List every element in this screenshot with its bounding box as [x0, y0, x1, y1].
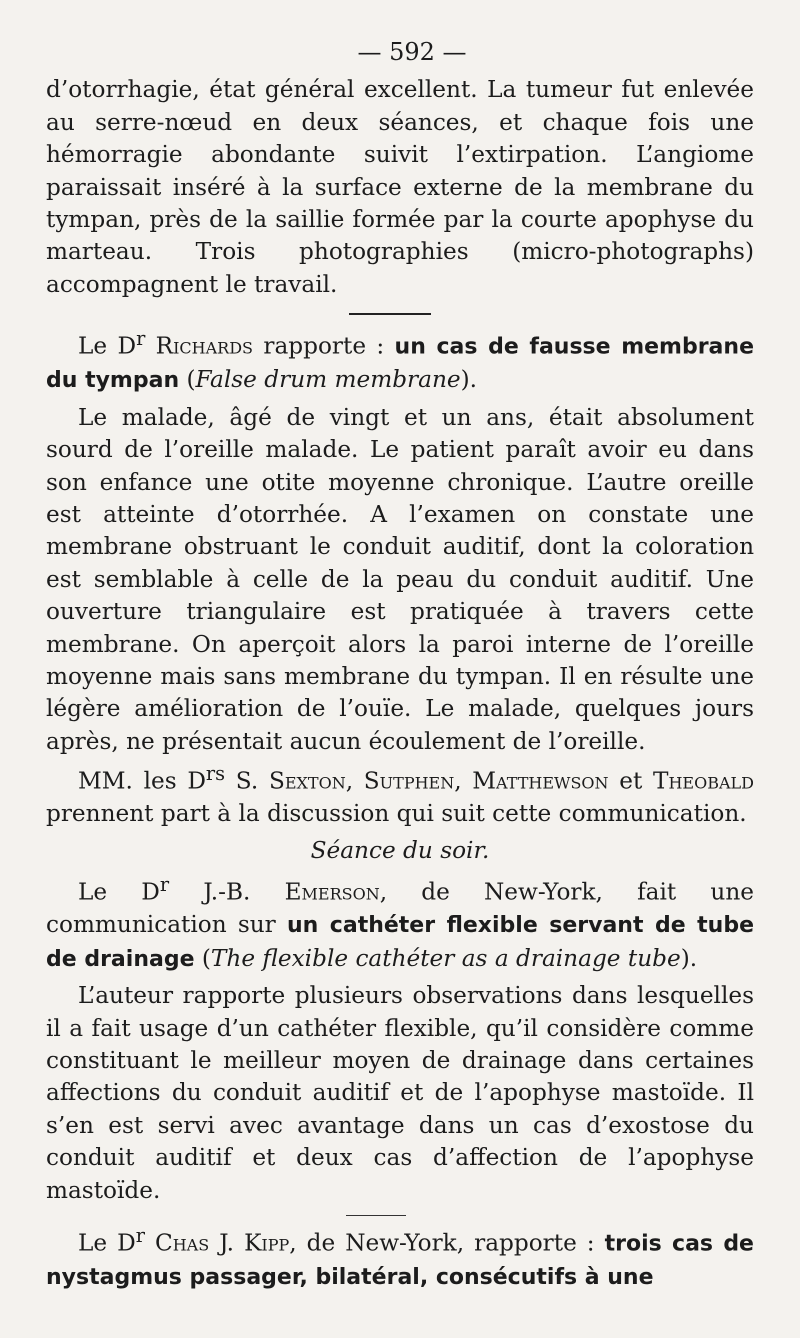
short-separator: [346, 1215, 406, 1216]
paragraph-emerson: [46, 869, 754, 976]
emerson-title: un cathéter flexible servant de tube de drainage: [46, 913, 754, 972]
emerson-mid: , de New-York, fait une communication sur: [46, 878, 754, 939]
paragraph-malade: Le malade, âgé de vingt et un ans, était absolument sourd de l’oreille malade. Le patient paraît avoir eu dans son enfance une otite moyenne chronique. L’autre oreille est atteinte d’otorrhée. A l’examen on constate une membrane obstruant le conduit auditif, dont la coloration est semblable à celle de la peau du conduit auditif. Une ouverture triangulaire est pratiquée à travers cette membrane. On aperçoit alors la paroi interne de l’oreille moyenne mais sans membrane du tympan. Il en résulte une légère amélioration de l’ouïe. Le malade, quelques jours après, ne présentait aucun écoulement de l’oreille.: [46, 403, 754, 755]
emerson-name: J.-B. Emerson: [169, 878, 380, 906]
richards-title-en: False drum membrane: [195, 366, 461, 394]
paragraph-kipp: [46, 1220, 754, 1295]
richards-paren-close: ).: [460, 366, 478, 394]
richards-prefix: Le D: [78, 332, 137, 360]
richards-title: un cas de fausse membrane du tympan: [46, 334, 754, 394]
emerson-paren-close: ).: [680, 944, 698, 972]
section-separator: [349, 313, 431, 315]
emerson-prefix: Le D: [78, 878, 160, 906]
paragraph-discussion: [46, 758, 754, 831]
kipp-prefix: Le D: [78, 1229, 136, 1257]
emerson-paren-open: (: [194, 944, 211, 972]
richards-paren-open: (: [179, 366, 196, 394]
kipp-mid: , de New-York, rapporte :: [289, 1229, 605, 1257]
discussion-sup: rs: [205, 762, 226, 786]
richards-sup: r: [136, 327, 146, 351]
paragraph-richards: [46, 323, 754, 398]
paragraph-auteur: L’auteur rapporte plusieurs observations dans lesquelles il a fait usage d’un cathéter flexible, qu’il considère comme constituant le meilleur moyen de drainage dans certaines affections du conduit auditif et de l’apophyse mastoïde. Il s’en est servi avec avantage dans un cas d’exostose du conduit auditif et deux cas d’affection de l’apophyse mastoïde.: [46, 982, 754, 1204]
richards-mid: rapporte :: [253, 332, 395, 360]
emerson-sup: r: [159, 873, 170, 897]
kipp-name: Chas J. Kipp: [144, 1229, 290, 1257]
emerson-title-en: The flexible cathéter as a drainage tube: [210, 944, 681, 972]
discussion-names2: Theobald: [653, 768, 754, 795]
discussion-et: et: [608, 768, 654, 795]
discussion-rest: prennent part à la discussion qui suit cette communication.: [46, 800, 747, 828]
paragraph-angiome: d’otorrhagie, état général excellent. La tumeur fut enlevée au serre-nœud en deux séances, et chaque fois une hémorragie abondante suivit l’extirpation. L’angiome paraissait inséré à la surface externe de la membrane du tympan, près de la saillie formée par la courte apophyse du marteau. Trois photographies (micro-photographs) accompagnent le travail.: [46, 76, 754, 298]
kipp-title: trois cas de nystagmus passager, bilatéral, consécutifs à une: [46, 1231, 754, 1291]
kipp-sup: r: [135, 1224, 145, 1248]
page-number: — 592 —: [357, 38, 467, 66]
discussion-names1: S. Sexton, Sutphen, Matthewson: [225, 768, 609, 795]
seance-heading: Séance du soir.: [310, 836, 490, 864]
richards-name: Richards: [155, 332, 254, 360]
discussion-prefix: MM. les D: [78, 768, 206, 795]
